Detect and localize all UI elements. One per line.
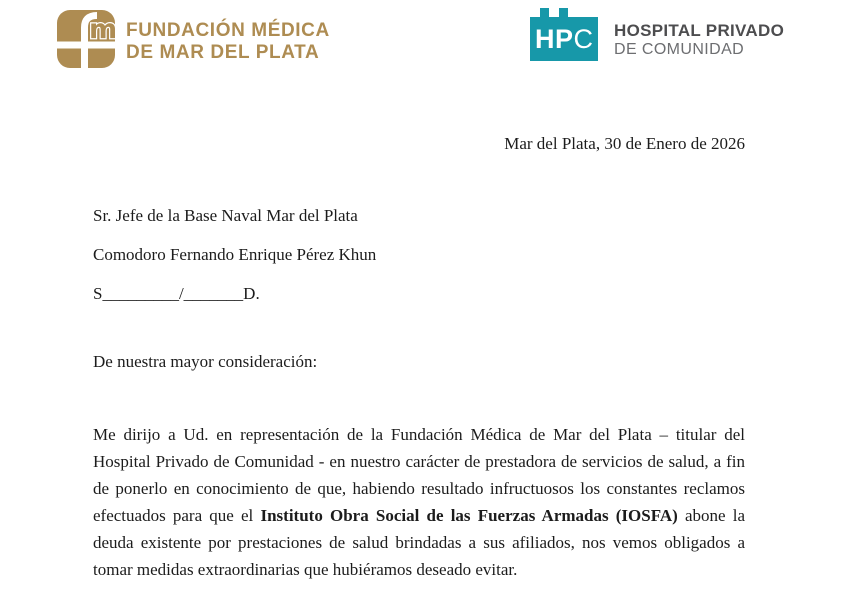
letter-body-paragraph: [93, 421, 745, 583]
hpc-name-line2: DE COMUNIDAD: [614, 41, 745, 58]
letter-date: Mar del Plata, 30 de Enero de 2026: [504, 134, 745, 153]
body-text-part2: abone la deuda existente por prestaciones de salud brindadas a sus afiliados, nos vemos obligados a tomar medidas extraordinarias que hubiéramos deseado evitar.: [93, 506, 746, 579]
hpc-icon-tab-left: [540, 8, 549, 17]
fmmp-name-line1: FUNDACIÓN MÉDICA: [126, 19, 330, 41]
hpc-logo: [530, 8, 784, 61]
hpc-icon-tab-right: [559, 8, 568, 17]
hpc-icon-tabs: [530, 8, 598, 17]
fmmp-logo-name: [126, 20, 330, 64]
hpc-icon-letter-c: C: [573, 23, 593, 54]
hpc-icon-letters: [530, 17, 598, 61]
body-text-part1: Me dirijo a Ud. en representación de la Fundación Médica de Mar del Plata – titular del Hospital Privado de Comunidad - en nuestro carácter de prestadora de servicios de salud, a fin de ponerlo en conocimiento de que, habiendo resultado infructuosos los constantes reclamos efectuados para que el: [93, 425, 745, 525]
fmmp-icon-letter-m: m: [89, 14, 115, 45]
body-text-bold-iosfa: Instituto Obra Social de las Fuerzas Armadas (IOSFA): [260, 506, 678, 525]
fmmp-logo: [57, 10, 330, 73]
fmmp-monogram-icon: [57, 10, 115, 73]
hpc-logo-name: [614, 21, 784, 59]
hpc-name-line1: HOSPITAL PRIVADO: [614, 21, 785, 40]
salutation: De nuestra mayor consideración:: [93, 352, 318, 371]
hpc-icon-letters-bold: HP: [534, 23, 574, 54]
recipient-block: [93, 204, 376, 321]
recipient-line-sd: S_________/_______D.: [93, 284, 260, 303]
hpc-block-icon: [530, 8, 598, 61]
fmmp-name-line2: DE MAR DEL PLATA: [126, 41, 320, 63]
recipient-line-title: Sr. Jefe de la Base Naval Mar del Plata: [93, 206, 358, 225]
recipient-line-name: Comodoro Fernando Enrique Pérez Khun: [93, 245, 377, 264]
